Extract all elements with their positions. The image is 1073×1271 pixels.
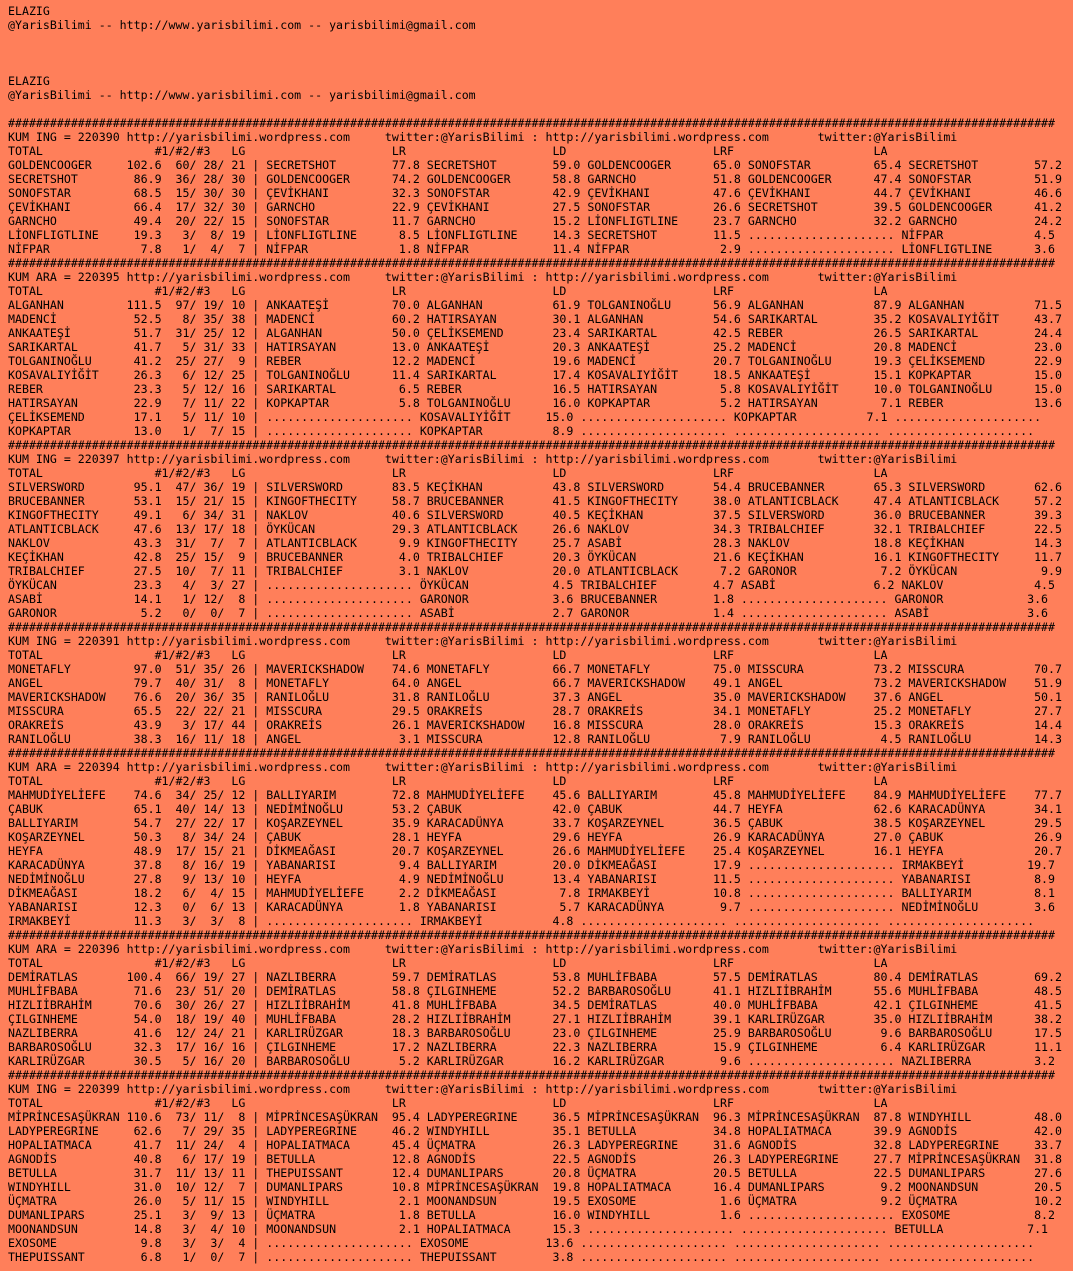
separator-line: ###################################################################################################################################################### <box>8 438 1056 452</box>
race-block <box>8 1068 1062 1264</box>
race-list <box>8 116 1062 1264</box>
race-row: BETULLA 31.7 11/ 13/ 11 | THEPUISSANT 12.4 DUMANLIPARS 20.8 ÜÇMATRA 20.5 BETULLA 22.5 DUMANLIPARS 27.6 <box>8 1166 1062 1180</box>
race-row: MADENCİ 52.5 8/ 35/ 38 | MADENCİ 60.2 HATIRSAYAN 30.1 ALGANHAN 54.6 SARIKARTAL 35.2 KOSAVALIYİĞİT 43.7 <box>8 312 1062 326</box>
race-row: SONOFSTAR 68.5 15/ 30/ 30 | ÇEVİKHANI 32.3 SONOFSTAR 42.9 ÇEVİKHANI 47.6 ÇEVİKHANI 44.7 ÇEVİKHANI 46.6 <box>8 186 1062 200</box>
race-row: REBER 23.3 5/ 12/ 16 | SARIKARTAL 6.5 REBER 16.5 HATIRSAYAN 5.8 KOSAVALIYİĞİT 10.0 TOLGANINOĞLU 15.0 <box>8 382 1062 396</box>
race-block <box>8 620 1062 746</box>
race-row: SILVERSWORD 95.1 47/ 36/ 19 | SILVERSWORD 83.5 KEÇİKHAN 43.8 SILVERSWORD 54.4 BRUCEBANNER 65.3 SILVERSWORD 62.6 <box>8 480 1062 494</box>
race-row: THEPUISSANT 6.8 1/ 0/ 7 | ..................... THEPUISSANT 3.8 ..................... ..................... ..................... <box>8 1250 1035 1264</box>
header-credit: @YarisBilimi -- http://www.yarisbilimi.com -- yarisbilimi@gmail.com <box>8 18 476 32</box>
race-row: HOPALIATMACA 41.7 11/ 24/ 4 | HOPALIATMACA 45.4 ÜÇMATRA 26.3 LADYPEREGRINE 31.6 AGNODİS 32.8 LADYPEREGRINE 33.7 <box>8 1138 1062 1152</box>
race-row: ANKAATEŞİ 51.7 31/ 25/ 12 | ALGANHAN 50.0 ÇELİKSEMEND 23.4 SARIKARTAL 42.5 REBER 26.5 SARIKARTAL 24.4 <box>8 326 1062 340</box>
race-row: MONETAFLY 97.0 51/ 35/ 26 | MAVERICKSHADOW 74.6 MONETAFLY 66.7 MONETAFLY 75.0 MISSCURA 73.2 MISSCURA 70.7 <box>8 662 1062 676</box>
race-row: ÇABUK 65.1 40/ 14/ 13 | NEDİMİNOĞLU 53.2 ÇABUK 42.0 ÇABUK 44.7 HEYFA 62.6 KARACADÜNYA 34.1 <box>8 802 1062 816</box>
blank-line <box>8 60 1062 74</box>
race-row: HEYFA 48.9 17/ 15/ 21 | DİKMEAĞASI 20.7 KOŞARZEYNEL 26.6 MAHMUDİYELİEFE 25.4 KOŞARZEYNEL 16.1 HEYFA 20.7 <box>8 844 1062 858</box>
race-title: KUM ING = 220391 http://yarisbilimi.wordpress.com twitter:@YarisBilimi : http://yarisbilimi.wordpress.com twitter:@YarisBilimi <box>8 634 958 648</box>
race-row: ORAKREİS 43.9 3/ 17/ 44 | ORAKREİS 26.1 MAVERICKSHADOW 16.8 MISSCURA 28.0 ORAKREİS 15.3 ORAKREİS 14.4 <box>8 718 1062 732</box>
column-header: TOTAL #1/#2/#3 LG LR LD LRF LA <box>8 284 888 298</box>
race-row: GOLDENCOOGER 102.6 60/ 28/ 21 | SECRETSHOT 77.8 SECRETSHOT 59.0 GOLDENCOOGER 65.0 SONOFSTAR 65.4 SECRETSHOT 57.2 <box>8 158 1062 172</box>
separator-line: ###################################################################################################################################################### <box>8 746 1056 760</box>
race-row: HIZLIİBRAHİM 70.6 30/ 26/ 27 | HIZLIİBRAHİM 41.8 MUHLİFBABA 34.5 DEMİRATLAS 40.0 MUHLİFBABA 42.1 ÇILGINHEME 41.5 <box>8 998 1062 1012</box>
race-row: AGNODİS 40.8 6/ 17/ 19 | BETULLA 12.8 AGNODİS 22.5 AGNODİS 26.3 LADYPEREGRINE 27.7 MİPRİNCESAŞÜKRAN 31.8 <box>8 1152 1062 1166</box>
race-row: ASABİ 14.1 1/ 12/ 8 | ..................... GARONOR 3.6 BRUCEBANNER 1.8 ..................... GARONOR 3.6 <box>8 592 1049 606</box>
race-block <box>8 438 1062 620</box>
race-row: ÜÇMATRA 26.0 5/ 11/ 15 | WINDYHILL 2.1 MOONANDSUN 19.5 EXOSOME 1.6 ÜÇMATRA 9.2 ÜÇMATRA 10.2 <box>8 1194 1062 1208</box>
separator-line: ###################################################################################################################################################### <box>8 256 1056 270</box>
header-credit-repeat: @YarisBilimi -- http://www.yarisbilimi.com -- yarisbilimi@gmail.com <box>8 88 476 102</box>
race-row: ATLANTICBLACK 47.6 13/ 17/ 18 | ÖYKÜCAN 29.3 ATLANTICBLACK 26.6 NAKLOV 34.3 TRIBALCHIEF 32.1 TRIBALCHIEF 22.5 <box>8 522 1062 536</box>
race-row: YABANARISI 12.3 0/ 6/ 13 | KARACADÜNYA 1.8 YABANARISI 5.7 KARACADÜNYA 9.7 ..................... NEDİMİNOĞLU 3.6 <box>8 900 1056 914</box>
blank-line <box>8 102 1062 116</box>
race-row: BRUCEBANNER 53.1 15/ 21/ 15 | KINGOFTHECITY 58.7 BRUCEBANNER 41.5 KINGOFTHECITY 38.0 ATLANTICBLACK 47.4 ATLANTICBLACK 57.2 <box>8 494 1062 508</box>
separator-line: ###################################################################################################################################################### <box>8 116 1056 130</box>
race-row: MISSCURA 65.5 22/ 22/ 21 | MISSCURA 29.5 ORAKREİS 28.7 ORAKREİS 34.1 MONETAFLY 25.2 MONETAFLY 27.7 <box>8 704 1062 718</box>
race-row: KOŞARZEYNEL 50.3 8/ 34/ 24 | ÇABUK 28.1 HEYFA 29.6 HEYFA 26.9 KARACADÜNYA 27.0 ÇABUK 26.9 <box>8 830 1062 844</box>
race-block <box>8 746 1062 928</box>
race-row: MUHLİFBABA 71.6 23/ 51/ 20 | DEMİRATLAS 58.8 ÇILGINHEME 52.2 BARBAROSOĞLU 41.1 HIZLIİBRAHİM 55.6 MUHLİFBABA 48.5 <box>8 984 1062 998</box>
race-row: ÇILGINHEME 54.0 18/ 19/ 40 | MUHLİFBABA 28.2 HIZLIİBRAHİM 27.1 HIZLIİBRAHİM 39.1 KARLIRÜZGAR 35.0 HIZLIİBRAHİM 38.2 <box>8 1012 1062 1026</box>
column-header: TOTAL #1/#2/#3 LG LR LD LRF LA <box>8 956 888 970</box>
separator-line: ###################################################################################################################################################### <box>8 620 1056 634</box>
results-document <box>8 4 1062 1264</box>
race-block <box>8 928 1062 1068</box>
race-block <box>8 256 1062 438</box>
race-row: TRIBALCHIEF 27.5 10/ 7/ 11 | TRIBALCHIEF 3.1 NAKLOV 20.0 ATLANTICBLACK 7.2 GARONOR 7.2 ÖYKÜCAN 9.9 <box>8 564 1062 578</box>
race-row: KINGOFTHECITY 49.1 6/ 34/ 31 | NAKLOV 40.6 SILVERSWORD 40.5 KEÇİKHAN 37.5 SILVERSWORD 36.0 BRUCEBANNER 39.3 <box>8 508 1062 522</box>
column-header: TOTAL #1/#2/#3 LG LR LD LRF LA <box>8 648 888 662</box>
race-row: WINDYHILL 31.0 10/ 12/ 7 | DUMANLIPARS 10.8 MİPRİNCESAŞÜKRAN 19.8 HOPALIATMACA 16.4 DUMANLIPARS 9.2 MOONANDSUN 20.5 <box>8 1180 1062 1194</box>
header-city-repeat: ELAZIG <box>8 74 50 88</box>
race-title: KUM ARA = 220395 http://yarisbilimi.wordpress.com twitter:@YarisBilimi : http://yarisbilimi.wordpress.com twitter:@YarisBilimi <box>8 270 958 284</box>
blank-line <box>8 32 1062 46</box>
race-row: SECRETSHOT 86.9 36/ 28/ 30 | GOLDENCOOGER 74.2 GOLDENCOOGER 58.8 GARNCHO 51.8 GOLDENCOOGER 47.4 SONOFSTAR 51.9 <box>8 172 1062 186</box>
race-title: KUM ARA = 220396 http://yarisbilimi.wordpress.com twitter:@YarisBilimi : http://yarisbilimi.wordpress.com twitter:@YarisBilimi <box>8 942 958 956</box>
race-row: DEMİRATLAS 100.4 66/ 19/ 27 | NAZLIBERRA 59.7 DEMİRATLAS 53.8 MUHLİFBABA 57.5 DEMİRATLAS 80.4 DEMİRATLAS 69.2 <box>8 970 1062 984</box>
race-row: KOPKAPTAR 13.0 1/ 7/ 15 | ..................... KOPKAPTAR 8.9 ..................... ..................... ..................... <box>8 424 1035 438</box>
race-row: ALGANHAN 111.5 97/ 19/ 10 | ANKAATEŞİ 70.0 ALGANHAN 61.9 TOLGANINOĞLU 56.9 ALGANHAN 87.9 ALGANHAN 71.5 <box>8 298 1062 312</box>
race-row: NAZLIBERRA 41.6 12/ 24/ 21 | KARLIRÜZGAR 18.3 BARBAROSOĞLU 23.0 ÇILGINHEME 25.9 BARBAROSOĞLU 9.6 BARBAROSOĞLU 17.5 <box>8 1026 1062 1040</box>
race-row: ÇEVİKHANI 66.4 17/ 32/ 30 | GARNCHO 22.9 ÇEVİKHANI 27.5 SONOFSTAR 26.6 SECRETSHOT 39.5 GOLDENCOOGER 41.2 <box>8 200 1062 214</box>
race-row: ÖYKÜCAN 23.3 4/ 3/ 27 | ..................... ÖYKÜCAN 4.5 TRIBALCHIEF 4.7 ASABİ 6.2 NAKLOV 4.5 <box>8 578 1056 592</box>
race-row: MOONANDSUN 14.8 3/ 4/ 10 | MOONANDSUN 2.1 HOPALIATMACA 15.3 ..................... ..................... BETULLA 7.1 <box>8 1222 1049 1236</box>
race-row: ÇELİKSEMEND 17.1 5/ 11/ 10 | ..................... KOSAVALIYİĞİT 15.0 ..................... KOPKAPTAR 7.1 ..................... <box>8 410 1042 424</box>
race-row: HATIRSAYAN 22.9 7/ 11/ 22 | KOPKAPTAR 5.8 TOLGANINOĞLU 16.0 KOPKAPTAR 5.2 HATIRSAYAN 7.1 REBER 13.6 <box>8 396 1062 410</box>
race-row: RANILOĞLU 38.3 16/ 11/ 18 | ANGEL 3.1 MISSCURA 12.8 RANILOĞLU 7.9 RANILOĞLU 4.5 RANILOĞLU 14.3 <box>8 732 1062 746</box>
race-row: MAVERICKSHADOW 76.6 20/ 36/ 35 | RANILOĞLU 31.8 RANILOĞLU 37.3 ANGEL 35.0 MAVERICKSHADOW 37.6 ANGEL 50.1 <box>8 690 1062 704</box>
race-row: NİFPAR 7.8 1/ 4/ 7 | NİFPAR 1.8 NİFPAR 11.4 NİFPAR 2.9 ..................... LİONFLIGTLINE 3.6 <box>8 242 1056 256</box>
race-row: NAKLOV 43.3 31/ 7/ 7 | ATLANTICBLACK 9.9 KINGOFTHECITY 25.7 ASABİ 28.3 NAKLOV 18.8 KEÇİKHAN 14.3 <box>8 536 1062 550</box>
race-title: KUM ING = 220390 http://yarisbilimi.wordpress.com twitter:@YarisBilimi : http://yarisbilimi.wordpress.com twitter:@YarisBilimi <box>8 130 958 144</box>
race-row: KARACADÜNYA 37.8 8/ 16/ 19 | YABANARISI 9.4 BALLIYARIM 20.0 DİKMEAĞASI 17.9 ..................... IRMAKBEYİ 19.7 <box>8 858 1056 872</box>
race-row: NEDİMİNOĞLU 27.8 9/ 13/ 10 | HEYFA 4.9 NEDİMİNOĞLU 13.4 YABANARISI 11.5 ..................... YABANARISI 8.9 <box>8 872 1056 886</box>
column-header: TOTAL #1/#2/#3 LG LR LD LRF LA <box>8 466 888 480</box>
header-city: ELAZIG <box>8 4 50 18</box>
separator-line: ###################################################################################################################################################### <box>8 928 1056 942</box>
race-block <box>8 116 1062 256</box>
race-row: BALLIYARIM 54.7 27/ 22/ 17 | KOŞARZEYNEL 35.9 KARACADÜNYA 33.7 KOŞARZEYNEL 36.5 ÇABUK 38.5 KOŞARZEYNEL 29.5 <box>8 816 1062 830</box>
column-header: TOTAL #1/#2/#3 LG LR LD LRF LA <box>8 1096 888 1110</box>
race-row: LİONFLIGTLINE 19.3 3/ 8/ 19 | LİONFLIGTLINE 8.5 LİONFLIGTLINE 14.3 SECRETSHOT 11.5 ..................... NİFPAR 4.5 <box>8 228 1056 242</box>
race-row: GARNCHO 49.4 20/ 22/ 15 | SONOFSTAR 11.7 GARNCHO 15.2 LİONFLIGTLINE 23.7 GARNCHO 32.2 GARNCHO 24.2 <box>8 214 1062 228</box>
race-row: SARIKARTAL 41.7 5/ 31/ 33 | HATIRSAYAN 13.0 ANKAATEŞİ 20.3 ANKAATEŞİ 25.2 MADENCİ 20.8 MADENCİ 23.0 <box>8 340 1062 354</box>
race-row: KEÇİKHAN 42.8 25/ 15/ 9 | BRUCEBANNER 4.0 TRIBALCHIEF 20.3 ÖYKÜCAN 21.6 KEÇİKHAN 16.1 KINGOFTHECITY 11.7 <box>8 550 1062 564</box>
race-row: MAHMUDİYELİEFE 74.6 34/ 25/ 12 | BALLIYARIM 72.8 MAHMUDİYELİEFE 45.6 BALLIYARIM 45.8 MAHMUDİYELİEFE 84.9 MAHMUDİYELİEFE 77.7 <box>8 788 1062 802</box>
race-row: DUMANLIPARS 25.1 3/ 9/ 13 | ÜÇMATRA 1.8 BETULLA 16.0 WINDYHILL 1.6 ..................... EXOSOME 8.2 <box>8 1208 1056 1222</box>
race-row: LADYPEREGRINE 62.6 7/ 29/ 35 | LADYPEREGRINE 46.2 WINDYHILL 35.1 BETULLA 34.8 HOPALIATMACA 39.9 AGNODİS 42.0 <box>8 1124 1062 1138</box>
race-row: EXOSOME 9.8 3/ 3/ 4 | ..................... EXOSOME 13.6 ..................... ..................... ..................... <box>8 1236 1035 1250</box>
header-gap <box>8 32 1062 74</box>
race-title: KUM ARA = 220394 http://yarisbilimi.wordpress.com twitter:@YarisBilimi : http://yarisbilimi.wordpress.com twitter:@YarisBilimi <box>8 760 958 774</box>
race-row: KOSAVALIYİĞİT 26.3 6/ 12/ 25 | TOLGANINOĞLU 11.4 SARIKARTAL 17.4 KOSAVALIYİĞİT 18.5 ANKAATEŞİ 15.1 KOPKAPTAR 15.0 <box>8 368 1062 382</box>
race-title: KUM ING = 220397 http://yarisbilimi.wordpress.com twitter:@YarisBilimi : http://yarisbilimi.wordpress.com twitter:@YarisBilimi <box>8 452 958 466</box>
race-title: KUM ING = 220399 http://yarisbilimi.wordpress.com twitter:@YarisBilimi : http://yarisbilimi.wordpress.com twitter:@YarisBilimi <box>8 1082 958 1096</box>
separator-line: ###################################################################################################################################################### <box>8 1068 1056 1082</box>
blank-line <box>8 46 1062 60</box>
race-row: TOLGANINOĞLU 41.2 25/ 27/ 9 | REBER 12.2 MADENCİ 19.6 MADENCİ 20.7 TOLGANINOĞLU 19.3 ÇELİKSEMEND 22.9 <box>8 354 1062 368</box>
column-header: TOTAL #1/#2/#3 LG LR LD LRF LA <box>8 774 888 788</box>
column-header: TOTAL #1/#2/#3 LG LR LD LRF LA <box>8 144 888 158</box>
race-row: KARLIRÜZGAR 30.5 5/ 16/ 20 | BARBAROSOĞLU 5.2 KARLIRÜZGAR 16.2 KARLIRÜZGAR 9.6 ..................... NAZLIBERRA 3.2 <box>8 1054 1056 1068</box>
race-row: BARBAROSOĞLU 32.3 17/ 16/ 16 | ÇILGINHEME 17.2 NAZLIBERRA 22.3 NAZLIBERRA 15.9 ÇILGINHEME 6.4 KARLIRÜZGAR 11.1 <box>8 1040 1062 1054</box>
race-row: GARONOR 5.2 0/ 0/ 7 | ..................... ASABİ 2.7 GARONOR 1.4 ..................... ASABİ 3.6 <box>8 606 1049 620</box>
race-row: MİPRİNCESAŞÜKRAN 110.6 73/ 11/ 8 | MİPRİNCESAŞÜKRAN 95.4 LADYPEREGRINE 36.5 MİPRİNCESAŞÜKRAN 96.3 MİPRİNCESAŞÜKRAN 87.8 WINDYHILL 48.0 <box>8 1110 1062 1124</box>
race-row: IRMAKBEYİ 11.3 3/ 3/ 8 | ..................... IRMAKBEYİ 4.8 ..................... ..................... ..................... <box>8 914 1035 928</box>
race-row: DİKMEAĞASI 18.2 6/ 4/ 15 | MAHMUDİYELİEFE 2.2 DİKMEAĞASI 7.8 IRMAKBEYİ 10.8 ..................... BALLIYARIM 8.1 <box>8 886 1056 900</box>
race-row: ANGEL 79.7 40/ 31/ 8 | MONETAFLY 64.0 ANGEL 66.7 MAVERICKSHADOW 49.1 ANGEL 73.2 MAVERICKSHADOW 51.9 <box>8 676 1062 690</box>
